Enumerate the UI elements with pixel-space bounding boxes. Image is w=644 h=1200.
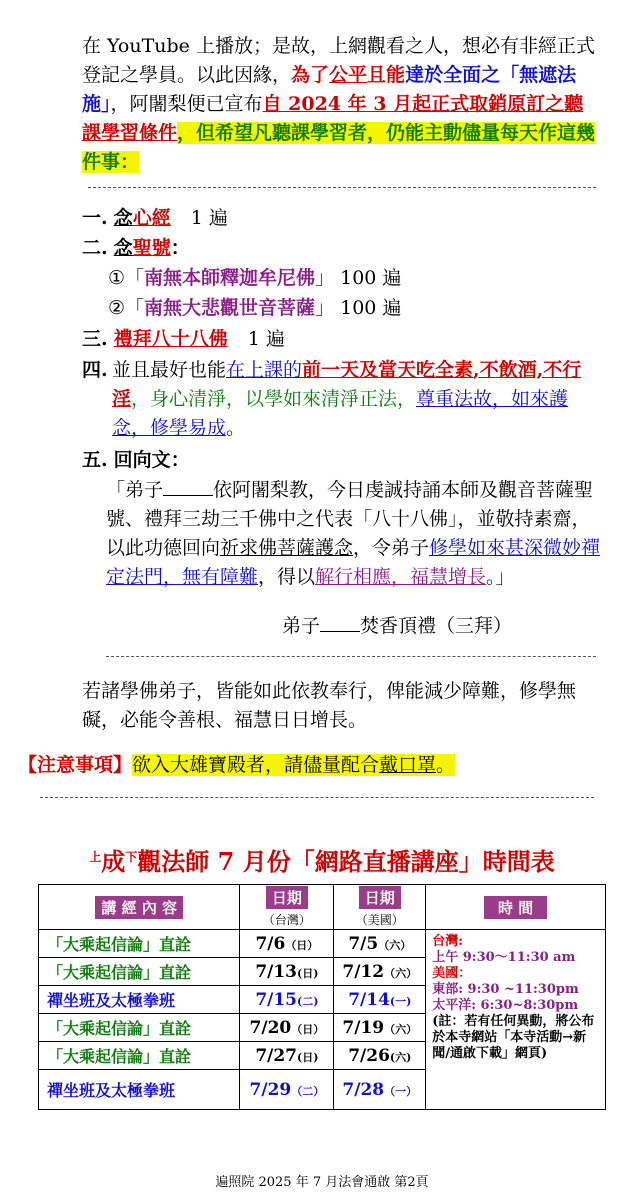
table-header-row (39, 885, 606, 930)
date: 7/19 (342, 1017, 385, 1038)
notice-label: 【注意事項】 (18, 754, 133, 776)
intro-hope: ，但希望凡聽課學習者，仍能主動儘量每天作這幾件事： (82, 122, 596, 173)
item-vegetarian: 前一天及當天吃全素 (302, 359, 474, 381)
date: 7/14 (348, 989, 390, 1010)
sub-guanyin-name: 南無大悲觀世音菩薩 (144, 297, 316, 319)
intro-text-2: ，阿闍梨便已宣布 (110, 93, 263, 115)
sig-disciple: 弟子 (282, 615, 321, 637)
title-name-1: 成 (101, 847, 126, 876)
item-heart-sutra: 心經 (132, 207, 171, 229)
intro-highlight: 為了 (291, 64, 330, 86)
item-number: 一. (82, 207, 108, 229)
schedule-title (0, 842, 644, 877)
weekday: (六) (389, 1050, 412, 1064)
item-dedication-title: 回向文 (113, 449, 171, 471)
sub-count: 」 100 遍 (315, 297, 402, 319)
time-pacific: 太平洋: 6:30~8:30pm (432, 998, 579, 1013)
item-count: 1 遍 (247, 328, 285, 350)
notice-period: 。 (436, 754, 456, 776)
weekday: （六） (378, 938, 412, 952)
item-4-number (82, 356, 106, 385)
dedication-chan: 修學如來甚深微妙禪定法門，無有障難 (106, 537, 601, 588)
weekday: （二） (291, 1084, 325, 1098)
item-holy-name: 聖號 (132, 237, 171, 259)
dedication-mid-2: ，得以 (258, 566, 316, 588)
item-text: 並且最好也能 (112, 359, 227, 381)
row-course: 「大乘起信論」直詮 (39, 1042, 240, 1070)
header-date-us (334, 885, 426, 930)
dedication-close: 。」 (486, 566, 515, 588)
dedication-wisdom: 解行相應，福慧增長 (315, 566, 487, 588)
intro-paragraph (82, 32, 602, 177)
item-before-class: 在上課的 (226, 359, 303, 381)
weekday: （一） (384, 1084, 418, 1098)
table-row (39, 930, 606, 958)
schedule-table (38, 884, 606, 1110)
item-88-buddhas: 禮拜八十八佛 (113, 328, 228, 350)
item-pure: ，身心清淨，以學如來清淨正法， (131, 388, 417, 410)
date: 7/28 (342, 1079, 385, 1100)
item-number: 四. (82, 359, 108, 381)
item-period: 。 (226, 417, 246, 439)
row-date-us (334, 1070, 426, 1110)
weekday: （六） (384, 966, 418, 980)
intro-highlight-2: 且能 (367, 64, 406, 86)
row-date-us (334, 986, 426, 1014)
item-verb: 念 (113, 237, 133, 259)
date: 7/6 (255, 933, 286, 954)
date: 7/29 (249, 1079, 292, 1100)
weekday: (日) (297, 1050, 319, 1064)
item-number: 五. (82, 449, 108, 471)
item-count: 1 遍 (190, 207, 228, 229)
title-sup: 上 (89, 850, 102, 864)
notice (18, 751, 455, 780)
header-content (39, 885, 240, 930)
item-2-sub-2 (108, 294, 401, 323)
date: 7/5 (348, 933, 379, 954)
time-tw: 上午 9:30～11:30 am (432, 950, 576, 965)
row-course: 「大乘起信論」直詮 (39, 1014, 240, 1042)
dedication-text (106, 476, 604, 592)
sub-count: 」 100 遍 (315, 267, 402, 289)
time-tw-label: 台灣: (432, 934, 464, 949)
row-date-tw (240, 1014, 334, 1042)
item-number: 三. (82, 328, 108, 350)
row-date-us (334, 1042, 426, 1070)
row-course: 禪坐班及太極拳班 (39, 986, 240, 1014)
dedication-pray: 祈求佛菩薩護念 (220, 537, 354, 559)
header-time-label: 時 間 (484, 896, 547, 919)
sig-blank (320, 613, 360, 632)
dedication-mid: ，令弟子 (353, 537, 430, 559)
item-1 (82, 204, 228, 233)
name-blank (163, 477, 213, 496)
time-note: (註：若有任何異動，將公布於本寺網站「本寺活動→新聞/通啟下載」網頁) (432, 1014, 595, 1061)
intro-cancel: 自 2024 年 3 月起正式取銷原訂之聽課學習條件 (82, 93, 584, 144)
date: 7/26 (348, 1045, 390, 1066)
item-number: 二. (82, 237, 108, 259)
header-date-tw-sub: （台灣） (262, 913, 311, 927)
date: 7/13 (255, 961, 298, 982)
item-colon: ： (170, 449, 190, 471)
header-date-tw-label: 日期 (266, 886, 308, 909)
item-5 (82, 446, 190, 475)
title-sub: 下 (125, 850, 138, 864)
sub-open: ①「 (108, 267, 145, 289)
title-name-2: 觀法師 7 月份「網路直播講座」時間表 (137, 847, 555, 876)
closing-paragraph: 若諸學佛弟子，皆能如此依教奉行，俾能減少障難，修學無礙，必能令善根、福慧日日增長。 (82, 680, 577, 731)
row-course: 禪坐班及太極拳班 (39, 1070, 240, 1110)
row-course: 「大乘起信論」直詮 (39, 930, 240, 958)
date: 7/20 (249, 1017, 292, 1038)
header-date-us-sub: （美國） (355, 913, 404, 927)
sig-bow: 焚香頂禮（三拜） (360, 615, 513, 637)
weekday: (日) (297, 966, 319, 980)
item-3 (82, 325, 285, 354)
page-footer: 遍照院 2025 年 7 月法會通啟 第2頁 (215, 1175, 429, 1190)
divider-3 (40, 797, 594, 798)
row-date-tw (240, 1042, 334, 1070)
weekday: （六） (384, 1022, 418, 1036)
header-content-label: 講 經 內 容 (95, 896, 183, 919)
weekday: (一) (389, 994, 412, 1008)
sub-open: ②「 (108, 297, 145, 319)
row-date-tw (240, 1070, 334, 1110)
date: 7/27 (255, 1045, 298, 1066)
weekday: (二) (297, 994, 319, 1008)
time-us-label: 美國： (432, 966, 472, 981)
divider-2 (106, 656, 596, 657)
row-date-us (334, 958, 426, 986)
row-date-tw (240, 930, 334, 958)
weekday: （日） (291, 1022, 325, 1036)
row-course: 「大乘起信論」直詮 (39, 958, 240, 986)
notice-mask: 戴口罩 (379, 754, 437, 776)
weekday: （日） (285, 938, 319, 952)
intro-fair: 公平 (329, 64, 368, 86)
date: 7/15 (255, 989, 298, 1010)
intro-text: 在 YouTube 上播放；是故，上網觀看之人，想必有非經正式登記之學員。以此因緣， (82, 35, 595, 86)
date: 7/12 (342, 961, 385, 982)
header-date-tw (240, 885, 334, 930)
item-colon: ： (170, 237, 190, 259)
row-date-us (334, 1014, 426, 1042)
item-4 (112, 356, 602, 443)
item-no-wine: ,不飲酒,不行淫 (112, 359, 582, 410)
dedication-open: 「弟子 (106, 479, 164, 501)
header-date-us-label: 日期 (359, 886, 401, 909)
item-respect: 尊重法故，如來護念，修學易成 (112, 388, 569, 439)
header-time (426, 885, 606, 930)
notice-text: 欲入大雄寶殿者，請儘量配合 (132, 754, 380, 776)
divider-1 (88, 187, 596, 188)
signature-line (282, 612, 512, 641)
item-2 (82, 234, 190, 263)
sub-buddha-name: 南無本師釋迦牟尼佛 (144, 267, 316, 289)
time-cell (426, 930, 606, 1110)
row-date-tw (240, 958, 334, 986)
item-2-sub-1 (108, 264, 401, 293)
row-date-tw (240, 986, 334, 1014)
dedication-body: 依阿闍梨教，今日虔誠持誦本師及觀音菩薩聖號、禮拜三劫三千佛中之代表「八十八佛」，並敬持素齋，以此功德回向 (106, 479, 594, 559)
intro-wuzhe: 達於全面之「無遮法施」 (82, 64, 577, 115)
time-east: 東部: 9:30 ~11:30pm (432, 982, 579, 997)
row-date-us (334, 930, 426, 958)
item-verb: 念 (113, 207, 133, 229)
